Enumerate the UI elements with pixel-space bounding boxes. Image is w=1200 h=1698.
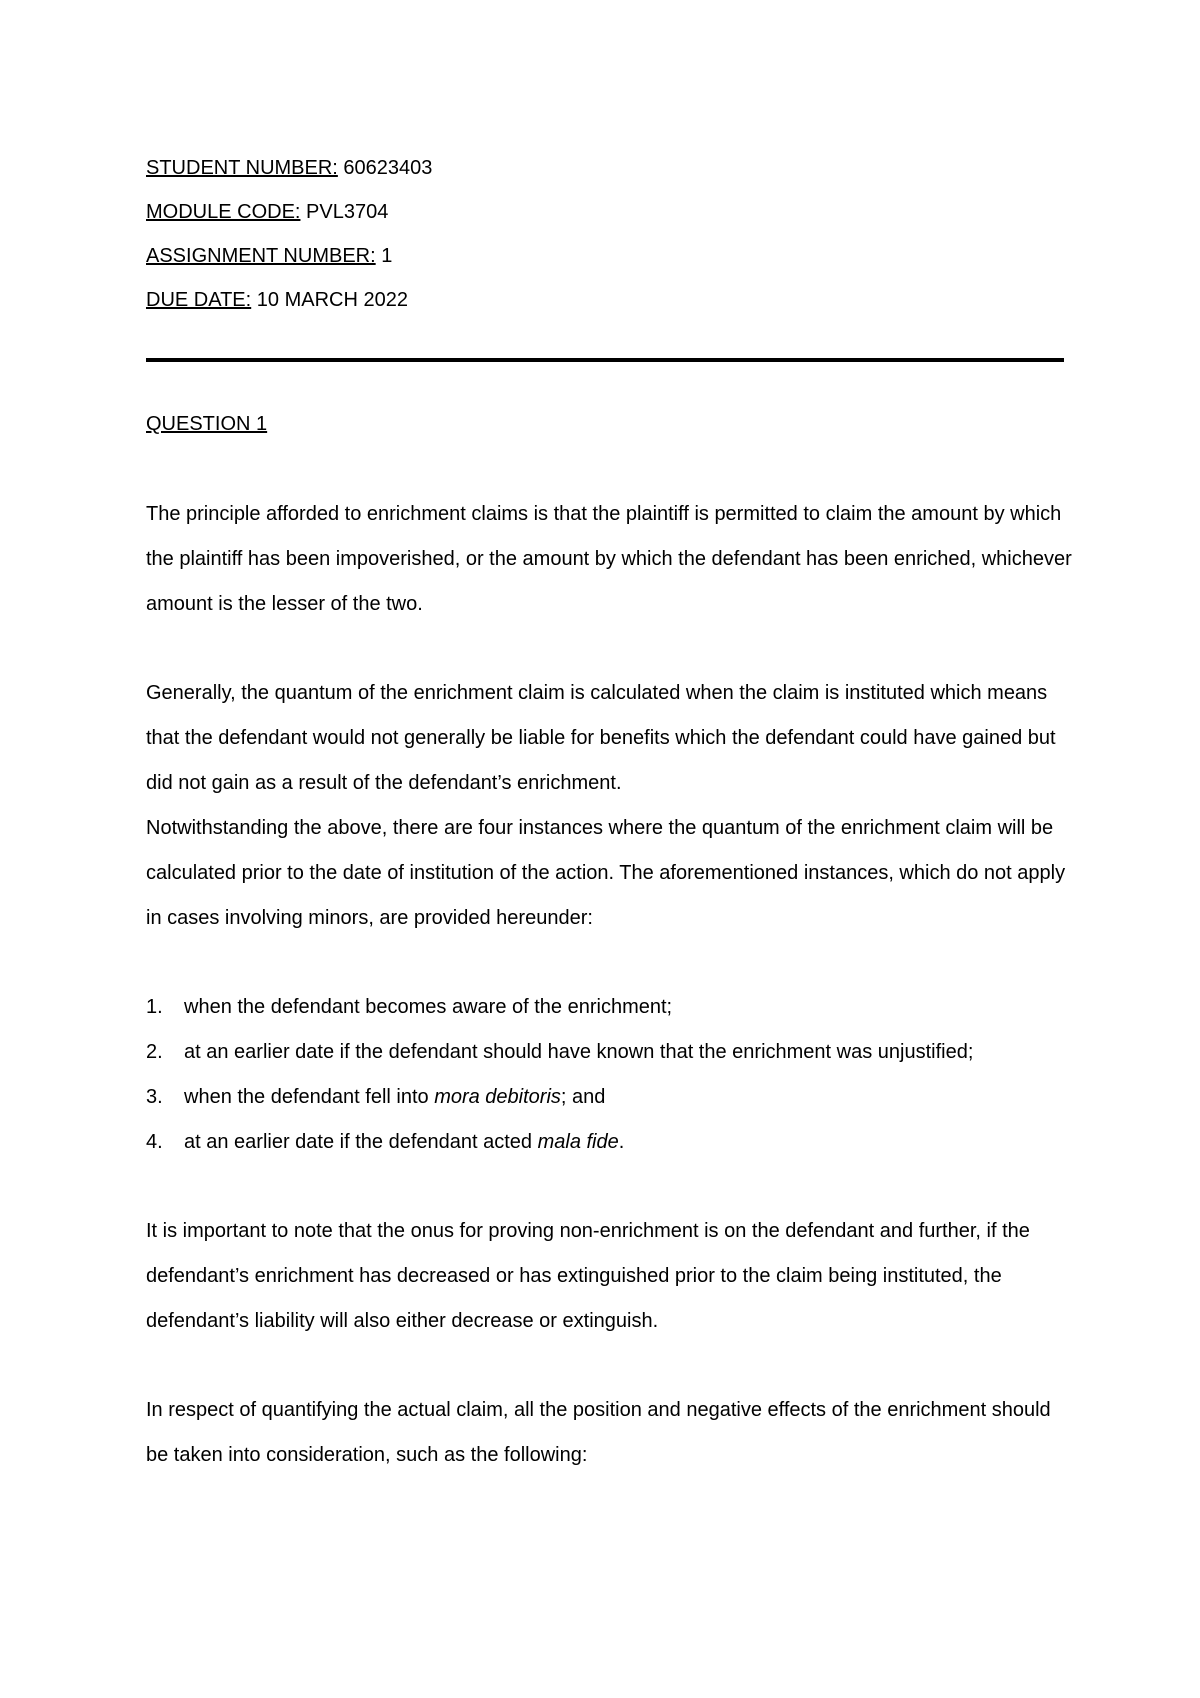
list-item bbox=[146, 985, 1076, 1030]
due-date-line bbox=[146, 278, 1076, 322]
list-item-italic-term: mala fide bbox=[537, 1131, 619, 1153]
list-item-number: 4. bbox=[146, 1131, 163, 1153]
list-item-italic-term: mora debitoris bbox=[434, 1086, 561, 1108]
paragraph-quantifying: In respect of quantifying the actual claim, all the position and negative effects of the enrichment should be taken into consideration, such as the following: bbox=[146, 1399, 1051, 1466]
module-code-value: PVL3704 bbox=[300, 201, 389, 223]
list-item bbox=[146, 1030, 1076, 1075]
list-item-text: at an earlier date if the defendant should have known that the enrichment was unjustified; bbox=[184, 1041, 974, 1063]
question-heading: QUESTION 1 bbox=[146, 413, 268, 435]
assignment-number-value: 1 bbox=[375, 245, 393, 267]
paragraph-quantum-general: Generally, the quantum of the enrichment claim is calculated when the claim is instituted which means that the defendant would not generally be liable for benefits which the defendant could have gained but did not gain as a result of the defendant’s enrichment. bbox=[146, 682, 1056, 794]
student-number-label: STUDENT NUMBER: bbox=[146, 157, 338, 179]
list-item-text-before: at an earlier date if the defendant acted bbox=[184, 1131, 538, 1153]
list-item-number: 3. bbox=[146, 1086, 163, 1108]
document-body bbox=[146, 146, 1076, 1522]
due-date-label: DUE DATE: bbox=[146, 289, 252, 311]
module-code-label: MODULE CODE: bbox=[146, 201, 301, 223]
student-number-line bbox=[146, 146, 1076, 190]
list-item bbox=[146, 1120, 1076, 1165]
student-number-value: 60623403 bbox=[337, 157, 433, 179]
list-item bbox=[146, 1075, 1076, 1120]
paragraph-four-instances: Notwithstanding the above, there are four instances where the quantum of the enrichment claim will be calculated prior to the date of institution of the action. The aforementioned instances, which do not apply in cases involving minors, are provided hereunder: bbox=[146, 817, 1066, 929]
list-item-text-after: . bbox=[618, 1131, 625, 1153]
instances-list bbox=[146, 985, 1076, 1165]
assignment-number-line bbox=[146, 234, 1076, 278]
module-code-line bbox=[146, 190, 1076, 234]
assignment-number-label: ASSIGNMENT NUMBER: bbox=[146, 245, 376, 267]
paragraph-onus: It is important to note that the onus for proving non-enrichment is on the defendant and further, if the defendant’s enrichment has decreased or has extinguished prior to the claim being instituted, the defendant’s liability will also either decrease or extinguish. bbox=[146, 1220, 1030, 1332]
due-date-value: 10 MARCH 2022 bbox=[251, 289, 408, 311]
paragraph-principle: The principle afforded to enrichment claims is that the plaintiff is permitted to claim the amount by which the plaintiff has been impoverished, or the amount by which the defendant has been enriched, whichever amount is the lesser of the two. bbox=[146, 503, 1072, 615]
list-item-number: 1. bbox=[146, 996, 163, 1018]
list-item-number: 2. bbox=[146, 1041, 163, 1063]
list-item-text-after: ; and bbox=[560, 1086, 606, 1108]
list-item-text: when the defendant becomes aware of the enrichment; bbox=[184, 996, 673, 1018]
horizontal-rule bbox=[146, 358, 1064, 362]
list-item-text-before: when the defendant fell into bbox=[184, 1086, 435, 1108]
